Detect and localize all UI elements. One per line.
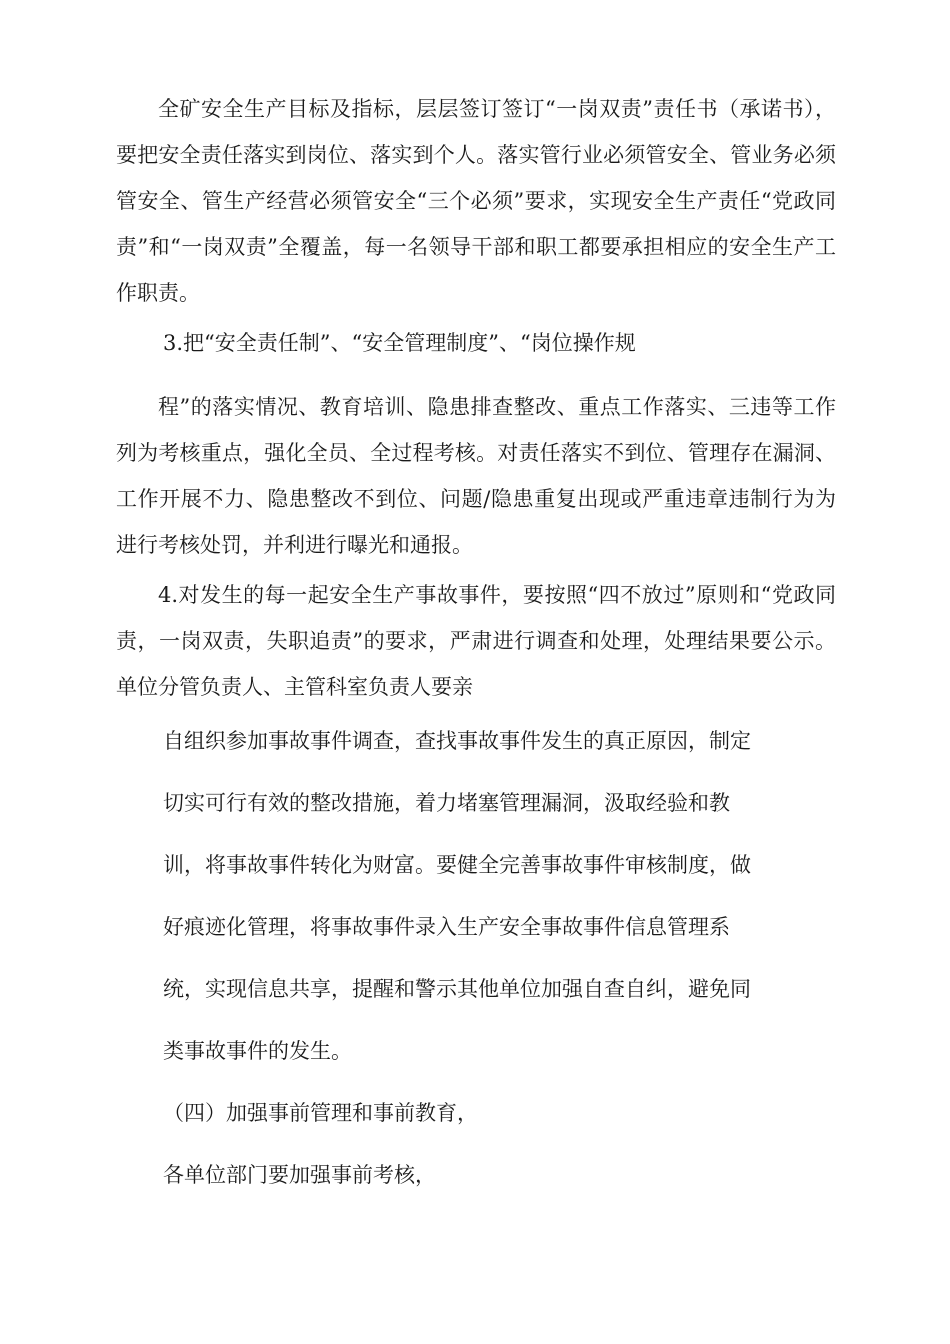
text-line: 类事故事件的发生。 xyxy=(163,1039,352,1063)
paragraph-item-3-heading: 3.把“安全责任制”、“安全管理制度”、“岗位操作规 xyxy=(163,331,636,355)
paragraph-item-3-body: 程”的落实情况、教育培训、隐患排查整改、重点工作落实、三违等工作列为考核重点，强化全员、全过程考核。对责任落实不到位、管理存在漏洞、工作开展不力、隐患整改不到位、问题/隐患重复出现或严重违章违制行为为进行考核处罚，并利进行曝光和通报。 xyxy=(116,395,836,557)
text-line: 训，将事故事件转化为财富。要健全完善事故事件审核制度，做 xyxy=(163,853,751,877)
paragraph-item-4: 4.对发生的每一起安全生产事故事件，要按照“四不放过”原则和“党政同责，一岗双责，失职追责”的要求，严肃进行调查和处理，处理结果要公示。单位分管负责人、主管科室负责人要亲 xyxy=(116,583,836,699)
section-heading-4: （四）加强事前管理和事前教育， xyxy=(163,1101,478,1125)
text-line: 统，实现信息共享，提醒和警示其他单位加强自查自纠，避免同 xyxy=(163,977,751,1001)
paragraph-responsibility-letter: 全矿安全生产目标及指标，层层签订签订“一岗双责”责任书（承诺书），要把安全责任落实到岗位、落实到个人。落实管行业必须管安全、管业务必须管安全、管生产经营必须管安全“三个必须”要求，实现安全生产责任“党政同责”和“一岗双责”全覆盖，每一名领导干部和职工都要承担相应的安全生产工作职责。 xyxy=(116,97,836,305)
text-line: 切实可行有效的整改措施，着力堵塞管理漏洞，汲取经验和教 xyxy=(163,791,730,815)
text-line: 自组织参加事故事件调查，查找事故事件发生的真正原因，制定 xyxy=(163,729,751,753)
text-line: 好痕迹化管理，将事故事件录入生产安全事故事件信息管理系 xyxy=(163,915,730,939)
text-line: 各单位部门要加强事前考核， xyxy=(163,1163,436,1187)
